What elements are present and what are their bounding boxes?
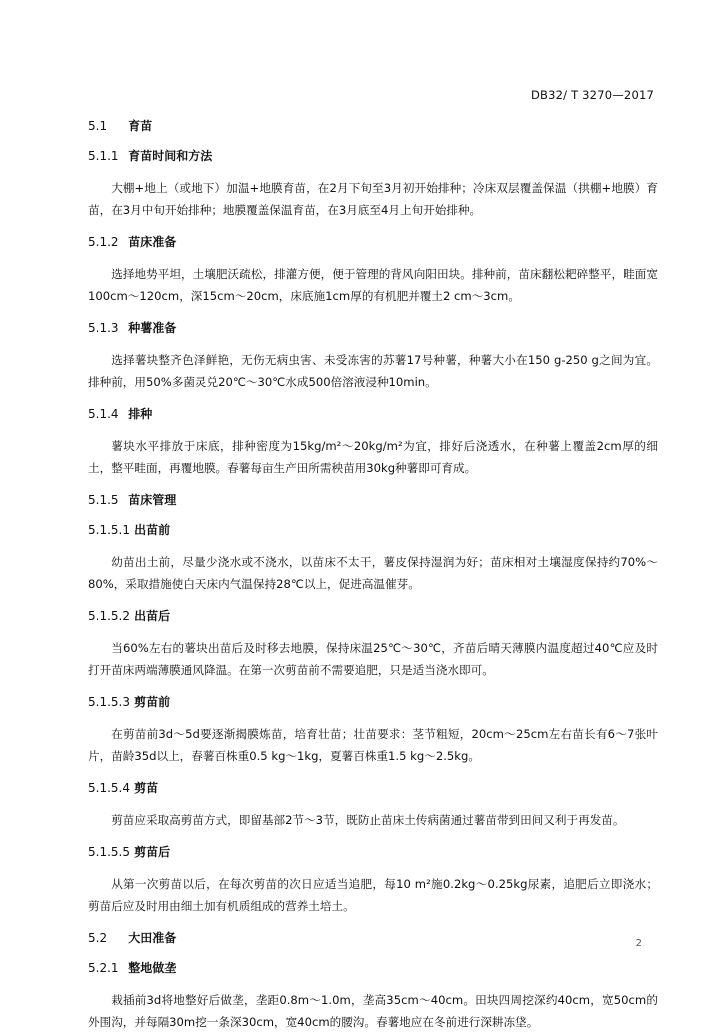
paragraph-5-1-3: 选择薯块整齐色泽鲜艳，无伤无病虫害、未受冻害的苏薯17号种薯，种薯大小在150 g-250 g之间为宜。排种前，用50%多菌灵兑20℃～30℃水成500倍溶液浸种10min。 — [88, 353, 658, 389]
paragraph-5-1-5-3: 在剪苗前3d～5d要逐渐揭膜炼苗，培育壮苗；壮苗要求：茎节粗短，20cm～25cm左右苗长有6～7张叶片，苗龄35d以上，春薯百株重0.5 kg～1kg，夏薯百株重1.5 kg～2.5kg。 — [88, 727, 658, 763]
heading-5-1-5-4: 5.1.5.4 剪苗 — [88, 781, 159, 795]
paragraph-5-1-2: 选择地势平坦，土壤肥沃疏松，排灌方便，便于管理的背风向阳田块。排种前，苗床翻松耙碎整平，畦面宽100cm～120cm，深15cm～20cm，床底施1cm厚的有机肥并覆土2 cm～3cm。 — [88, 267, 658, 303]
heading-5-1-5: 5.1.5 苗床管理 — [88, 493, 177, 507]
heading-5-1-5-5: 5.1.5.5 剪苗后 — [88, 845, 171, 859]
paragraph-5-1-1: 大棚+地上（或地下）加温+地膜育苗，在2月下旬至3月初开始排种；冷床双层覆盖保温（拱棚+地膜）育苗，在3月中旬开始排种；地膜覆盖保温育苗，在3月底至4月上旬开始排种。 — [88, 181, 658, 217]
paragraph-5-1-5-5: 从第一次剪苗以后，在每次剪苗的次日应适当追肥，每10 m²施0.2kg～0.25kg尿素，追肥后立即浇水；剪苗后应及时用由细土加有机质组成的营养土培土。 — [88, 877, 658, 913]
standard-code: DB32/ T 3270—2017 — [530, 88, 654, 102]
document-body — [88, 116, 658, 1033]
paragraph-5-1-4: 薯块水平排放于床底，排种密度为15kg/m²～20kg/m²为宜，排好后浇透水，在种薯上覆盖2cm厚的细土，整平畦面，再覆地膜。春薯每亩生产田所需秧苗用30kg种薯即可育成。 — [88, 439, 658, 475]
paragraph-5-1-5-2: 当60%左右的薯块出苗后及时移去地膜，保持床温25℃～30℃，齐苗后晴天薄膜内温度超过40℃应及时打开苗床两端薄膜通风降温。在第一次剪苗前不需要追肥，只是适当浇水即可。 — [88, 641, 658, 677]
heading-5-1-2: 5.1.2 苗床准备 — [88, 235, 177, 249]
heading-5-1-5-3: 5.1.5.3 剪苗前 — [88, 695, 171, 709]
heading-5-1-4: 5.1.4 排种 — [88, 407, 153, 421]
heading-5-1-5-1: 5.1.5.1 出苗前 — [88, 523, 171, 537]
paragraph-5-1-5-4: 剪苗应采取高剪苗方式，即留基部2节～3节，既防止苗床土传病菌通过薯苗带到田间又利于再发苗。 — [111, 813, 625, 827]
heading-5-2: 5.2 大田准备 — [88, 931, 177, 945]
paragraph-5-1-5-1: 幼苗出土前，尽量少浇水或不浇水，以苗床不太干，薯皮保持湿润为好；苗床相对土壤湿度保持约70%～80%，采取措施使白天床内气温保持28℃以上，促进高温催芽。 — [88, 555, 658, 591]
heading-5-1-3: 5.1.3 种薯准备 — [88, 321, 177, 335]
heading-5-1-1: 5.1.1 育苗时间和方法 — [88, 149, 213, 163]
heading-5-2-1: 5.2.1 整地做垄 — [88, 961, 177, 975]
heading-5-1: 5.1 育苗 — [88, 119, 153, 133]
paragraph-5-2-1: 栽插前3d将地整好后做垄，垄距0.8m～1.0m，垄高35cm～40cm。田块四周挖深约40cm，宽50cm的外围沟，并每隔30m挖一条深30cm，宽40cm的腰沟。春薯地应在冬前进行深耕冻垡。 — [88, 993, 658, 1029]
page-number: 2 — [635, 938, 642, 949]
heading-5-1-5-2: 5.1.5.2 出苗后 — [88, 609, 171, 623]
